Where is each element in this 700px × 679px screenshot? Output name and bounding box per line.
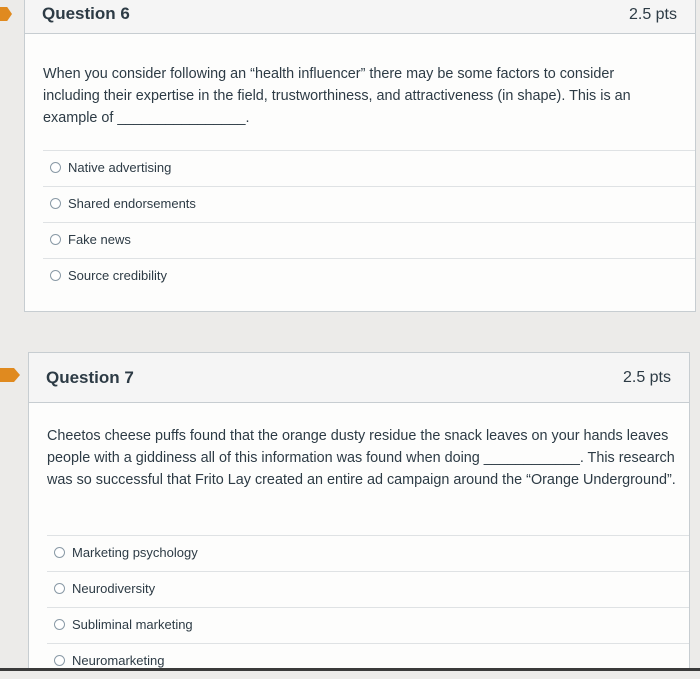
- question-card-6: [24, 0, 696, 312]
- question-points: 2.5 pts: [622, 369, 671, 386]
- answer-option[interactable]: [47, 607, 689, 643]
- radio-button[interactable]: [50, 270, 61, 281]
- answer-list: [25, 150, 695, 294]
- answer-option[interactable]: [47, 535, 689, 571]
- answer-option[interactable]: [47, 571, 689, 607]
- answer-label[interactable]: Native advertising: [68, 160, 172, 175]
- radio-button[interactable]: [54, 583, 65, 594]
- question-title: Question 7: [46, 368, 134, 387]
- answer-option[interactable]: [43, 186, 695, 222]
- question-text: Cheetos cheese puffs found that the orange dusty residue the snack leaves on your hands leaves people with a giddiness all of this information was found when doing ____________. This research was so successful that Frito Lay created an entire ad campaign around the “Orange Underground”.: [47, 428, 676, 488]
- answer-label[interactable]: Fake news: [68, 232, 131, 247]
- answer-option[interactable]: [43, 222, 695, 258]
- question-header: [29, 353, 689, 403]
- answer-label[interactable]: Subliminal marketing: [72, 617, 193, 632]
- answer-option[interactable]: [43, 150, 695, 186]
- radio-button[interactable]: [54, 619, 65, 630]
- question-card-7: [28, 352, 690, 671]
- radio-button[interactable]: [54, 655, 65, 666]
- radio-button[interactable]: [54, 547, 65, 558]
- question-header: [25, 0, 695, 34]
- question-title: Question 6: [42, 4, 130, 23]
- answer-list: [29, 535, 689, 679]
- answer-label[interactable]: Marketing psychology: [72, 545, 198, 560]
- answer-label[interactable]: Shared endorsements: [68, 196, 196, 211]
- answer-label[interactable]: Neuromarketing: [72, 653, 165, 668]
- question-flag-marker: [0, 368, 20, 382]
- question-text: When you consider following an “health influencer” there may be some factors to consider including their expertise in the field, trustworthiness, and attractiveness (in shape). This is an example of ________________.: [43, 66, 631, 126]
- answer-label[interactable]: Source credibility: [68, 268, 167, 283]
- answer-option[interactable]: [47, 643, 689, 679]
- radio-button[interactable]: [50, 162, 61, 173]
- answer-option[interactable]: [43, 258, 695, 294]
- answer-label[interactable]: Neurodiversity: [72, 581, 156, 596]
- question-points: 2.5 pts: [628, 6, 677, 23]
- current-question-marker: [0, 7, 12, 21]
- radio-button[interactable]: [50, 234, 61, 245]
- radio-button[interactable]: [50, 198, 61, 209]
